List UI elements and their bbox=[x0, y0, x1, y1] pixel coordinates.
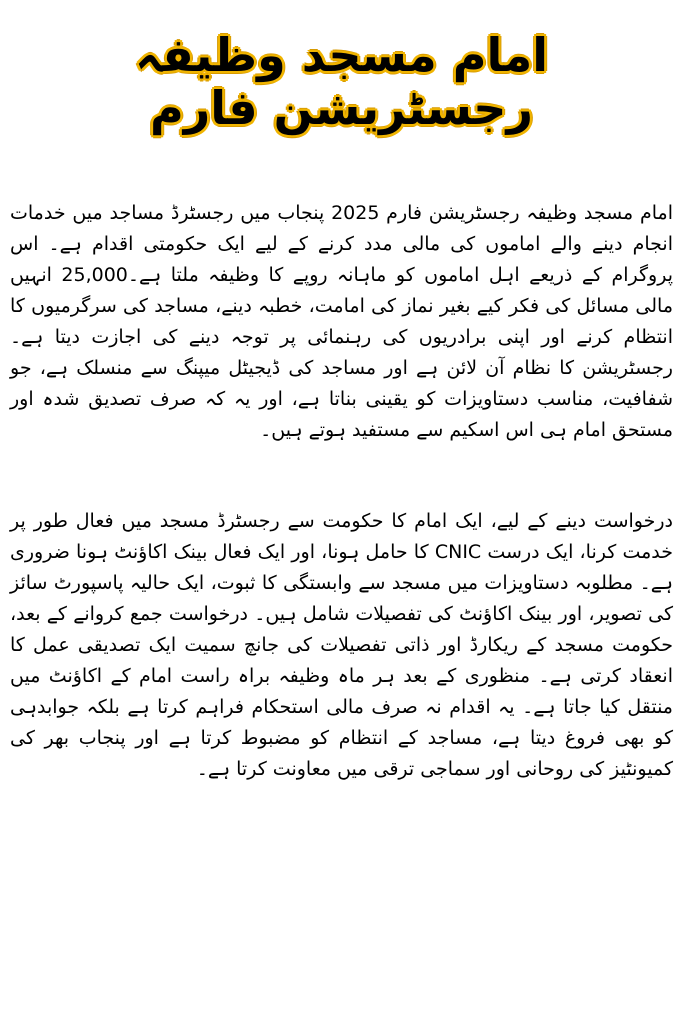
intro-paragraph: امام مسجد وظیفہ رجسٹریشن فارم 2025 پنجاب میں رجسٹرڈ مساجد میں خدمات انجام دینے والے اماموں کی مالی مدد کرنے کے لیے ایک حکومتی اقدام ہے۔ اس پروگرام کے ذریعے اہل اماموں کو ماہانہ روپے کا وظیفہ ملتا ہے۔25,000 انہیں مالی مسائل کی فکر کیے بغیر نماز کی امامت، خطبہ دینے، مساجد کی سرگرمیوں کا انتظام کرنے اور اپنی برادریوں کی رہنمائی پر توجہ دینے کی اجازت دیتا ہے۔ رجسٹریشن کا نظام آن لائن ہے اور مساجد کی ڈیجیٹل میپنگ سے منسلک ہے، جو شفافیت، مناسب دستاویزات کو یقینی بناتا ہے، اور یہ کہ صرف تصدیق شدہ اور مستحق امام ہی اس اسکیم سے مستفید ہوتے ہیں۔ bbox=[10, 202, 674, 441]
eligibility-paragraph: درخواست دینے کے لیے، ایک امام کا حکومت سے رجسٹرڈ مسجد میں فعال طور پر خدمت کرنا، ایک درست CNIC کا حامل ہونا، اور ایک فعال بینک اکاؤنٹ ہونا ضروری ہے۔ مطلوبہ دستاویزات میں مسجد سے وابستگی کا ثبوت، ایک حالیہ پاسپورٹ سائز کی تصویر، اور بینک اکاؤنٹ کی تفصیلات شامل ہیں۔ درخواست جمع کروانے کے بعد، حکومت مسجد کے ریکارڈ اور ذاتی تفصیلات کی جانچ سمیت ایک تصدیقی عمل کا انعقاد کرتی ہے۔ منظوری کے بعد ہر ماہ وظیفہ براہ راست امام کے اکاؤنٹ میں منتقل کیا جاتا ہے۔ یہ اقدام نہ صرف مالی استحکام فراہم کرتا ہے بلکہ جوابدہی کو بھی فروغ دیتا ہے، مساجد کے انتظام کو مضبوط کرتا ہے اور پنجاب بھر کی کمیونٹیز کی روحانی اور سماجی ترقی میں معاونت کرتا ہے۔ bbox=[10, 510, 674, 780]
page-title: امام مسجد وظیفہ رجسٹریشن فارم bbox=[134, 28, 549, 135]
